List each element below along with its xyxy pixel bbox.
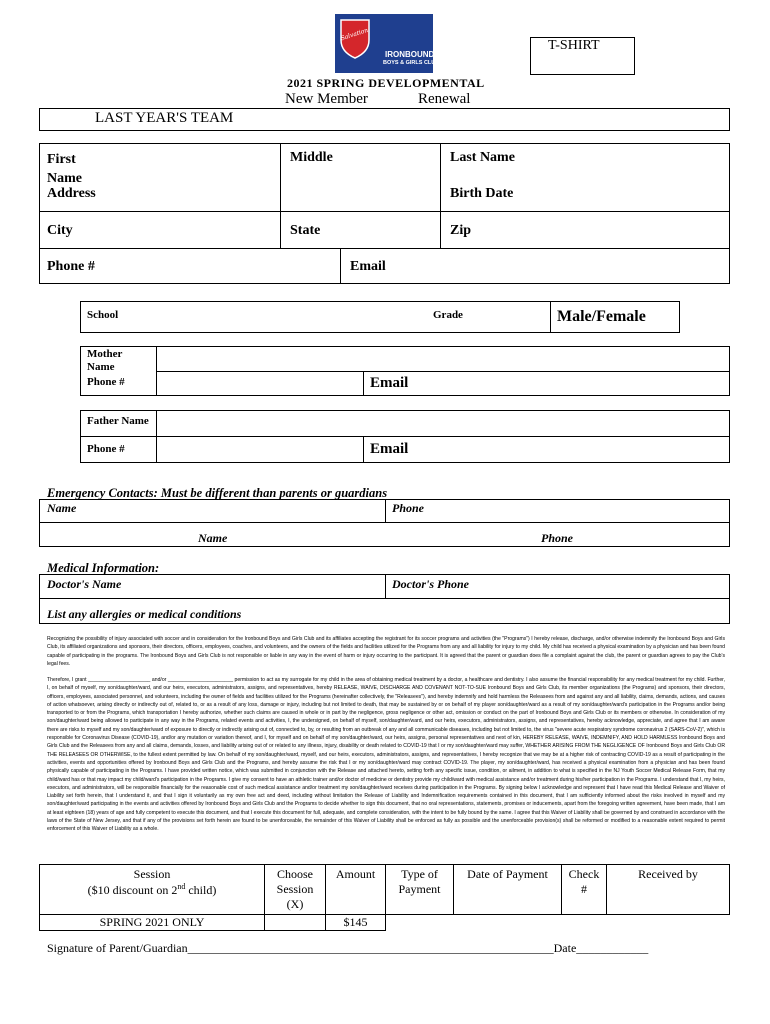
last-year-team-label: LAST YEAR'S TEAM <box>95 110 234 126</box>
email-label: Email <box>350 259 386 274</box>
payment-type-header: Type of Payment <box>386 865 454 915</box>
release-paragraph-1: Recognizing the possibility of injury associated with soccer and in consideration for the Ironbound Boys and Girls Club and its affiliates accepting the registrant for its soccer programs and activities (the "Programs") I hereby release, discharge, and/or otherwise indemnify the Ironbound Boys and Girls Club, its affiliated organizations and sponsors, their directors, officers, employees, coaches, and volunteers, and the owners of the fields and facilities utilized for the Programs from any and all liability for injury to my child. My child has received a physical examination by a physician and has been found capable of participating in the programs. The Ironbound Boys and Girls Club is not responsible or liable in any way in the event of harm or injury occurring to the participant. It is agreed that the parent or guardian does file a complaint against the club, the parent or guardian agrees to pay the Club's legal fees. <box>47 636 725 667</box>
middle-label: Middle <box>290 150 333 165</box>
date-blank[interactable]: ____________ <box>576 941 649 955</box>
medical-title: Medical Information: <box>47 561 160 575</box>
father-phone-label: Phone # <box>87 443 125 455</box>
signature-blank[interactable]: _____________________________________________________________ <box>187 941 554 955</box>
choose-session-header: Choose Session (X) <box>265 865 326 915</box>
zip-label: Zip <box>450 223 472 238</box>
payment-date-header: Date of Payment <box>454 865 562 915</box>
svg-text:Salvation: Salvation <box>339 26 370 43</box>
release-paragraph-2: Therefore, I grant ______________________ and/or _______________________ permission to act as my surrogate for my child in the area of obtaining medical treatment by a doctor, a healthcare and dentistry. I also assume the financial responsibility for any medical treatment for my child. Further, I, on behalf of myself, my son/daughter/ward, and our heirs, executors, administrators, assigns, and representatives, hereby RELEASE, WAIVE, DISCHARGE AND COVENANT NOT-TO-SUE Ironbound Boys and Girls Club, its member organizations (the Programs) and sponsors, their directors, officers, employees, associated personnel, and volunteers, including the owner of fields and facilities utilized for the Programs (hereinafter collectively, the "Releasees"), and hereby indemnify and hold harmless the Releasees from and against any and all liability, claims, demands, actions, and causes of action whatsoever, arising directly or indirectly out of, related to, or as a result of any loss, damage or injury, including but not limited to death, that may be sustained by or on behalf of my player son/daughter/ward as a result of my son/daughter/ward's participation in the Programs and/or being transported to or from the Programs, which transportation I hereby authorize, whether such claims are caused in whole or in part by the negligence, gross negligence or other act, omission or conduct on the part of Ironbound Boys and Girls Club or its members or otherwise. In consideration of my son/daughter/ward being allowed to participate in any way in the Programs, related events and activities, I, the undersigned, on behalf of myself, son/daughter/ward, and our heirs, executors, administrators, assigns, and representatives, hereby acknowledge, appreciate, and agree that I am aware there are risks to myself and my son/daughter/ward of exposure to directly or indirectly arising out of, connected to, by, or resulting from an outbreak of any and all communicable diseases, including but not limited to, the virus "severe acute respiratory syndrome coronavirus 2 (SARS-CoV-2)", which is responsible for Coronavirus Disease (COVID-19), and/or any mutation or variation thereof, and I, for myself and on behalf of my son/daughter/ward, our heirs, assigns, personal representatives and next of kin, HEREBY RELEASE, WAIVE, INDEMNIFY, AND HOLD HARMLESS Ironbound Boys and Girls Club and the Releasees from any and all claims, demands, losses, and liability arising out of or related to any illness, injury, disability or death related to COVID-19 that I or my son/daughter/ward may suffer, WHETHER ARISING FROM THE NEGLIGENCE OF Ironbound Boys and Girls Club OR THE RELEASEES OR OTHERWISE, to the fullest extent permitted by law. On behalf of my son/daughter/ward, myself, and our heirs, executors, administrators, assigns, and representatives, I hereby recognize that we may be at a higher risk of contracting COVID-19 as a result of participating in the activities, events and opportunities offered by Ironbound Boys and Girls Club and the Programs, and hereby assume the risk that I or my son/daughter/ward may contract COVID-19. The player, my son/daughter/ward, has received a physical examination from a physician and has been found physically capable of participating in the Programs. I have provided written notice, which was submitted in conjunction with the Release and attached hereto, setting forth any specific issue, condition, or ailment, in addition to what is specified in the NJ Youth Soccer Medical Release Form, that my child/ward has or that may impact my child/ward's participation in the Programs. I give my consent to have an athletic trainer and/or doctor of medicine or dentistry provide my child/ward with medical assistance and/or treatment during his/her participation in the Programs. I understand that I, my heirs, executors, and administrators, will be responsible financially for the reasonable cost of such medical assistance and/or treatment my son/daughter/ward receives during participation in the Programs. By signing below I acknowledge and represent that I have read this Medical Release and Waiver of Liability set forth herein, that I understand it, and that I sign it voluntarily as my own free act and deed, including without limitation the Release of Liability and Indemnification requirements contained in this document, that I am sufficiently informed about the risks involved in myself and my son/daughter/ward participating in the events and activities offered by Ironbound Boys and Girls Club and the Programs to decide whether to sign this document, that no oral representations, statements, promises or inducements, apart from the foregoing written agreement, have been made, that I am at least eighteen (18) years of age and fully competent to execute this document, and that I execute this document for full, adequate, and complete consideration, with the intent to be fully bound by the same. I agree that this Waiver of Liability shall be governed by and construed in accordance with the laws of the State of New Jersey, and that if any of the provisions set forth herein are found to be unenforceable, the remainder of this Waiver of Liability shall be enforced as fully as possible and the unenforceable provision(s) shall be reformed or modified to a reasonable extent required to permit enforcement of this Waiver of Liability as a whole. <box>47 677 725 833</box>
session-header: Session ($10 discount on 2nd child) <box>40 865 265 915</box>
member-type-renewal[interactable]: Renewal <box>418 91 471 107</box>
amount-header: Amount <box>326 865 386 915</box>
signature-line[interactable] <box>47 941 648 956</box>
emergency-title: Emergency Contacts: Must be different than parents or guardians <box>47 486 388 500</box>
club-logo <box>335 14 440 73</box>
allergies-label: List any allergies or medical conditions <box>47 607 242 621</box>
choose-session-cell[interactable] <box>265 915 326 931</box>
address-label: Address <box>47 186 96 201</box>
emergency-phone-label-1: Phone <box>392 501 425 515</box>
city-label: City <box>47 223 73 238</box>
logo-org-sub: BOYS & GIRLS CLUB <box>383 60 440 66</box>
member-type-new[interactable]: New Member <box>285 91 368 107</box>
first-name-label: First Name <box>47 152 82 186</box>
emergency-name-label-2: Name <box>198 531 228 545</box>
signature-label: Signature of Parent/Guardian <box>47 941 188 955</box>
mother-name-label: Mother Name <box>87 348 123 373</box>
logo-org-name: IRONBOUND <box>385 50 435 59</box>
birth-date-label: Birth Date <box>450 186 514 201</box>
grade-label: Grade <box>433 309 463 321</box>
last-name-label: Last Name <box>450 150 515 165</box>
doctor-name-label: Doctor's Name <box>47 577 122 591</box>
program-title: 2021 SPRING DEVELOPMENTAL <box>287 76 485 90</box>
fee-table <box>39 864 730 931</box>
emergency-phone-label-2: Phone <box>541 531 574 545</box>
check-number-header: Check # <box>562 865 607 915</box>
date-label: Date <box>553 941 577 955</box>
mother-phone-label: Phone # <box>87 376 125 388</box>
tshirt-label: T-SHIRT <box>548 38 600 53</box>
state-label: State <box>290 223 321 238</box>
emergency-name-label-1: Name <box>47 501 77 515</box>
father-name-label: Father Name <box>87 415 149 427</box>
father-email-label: Email <box>370 441 409 457</box>
gender-label: Male/Female <box>557 308 646 325</box>
phone-label: Phone # <box>47 259 95 274</box>
school-label: School <box>87 309 119 321</box>
amount-cell: $145 <box>326 915 386 931</box>
received-by-header: Received by <box>607 865 730 915</box>
mother-email-label: Email <box>370 375 409 391</box>
doctor-phone-label: Doctor's Phone <box>392 577 470 591</box>
session-cell: SPRING 2021 ONLY <box>40 915 265 931</box>
